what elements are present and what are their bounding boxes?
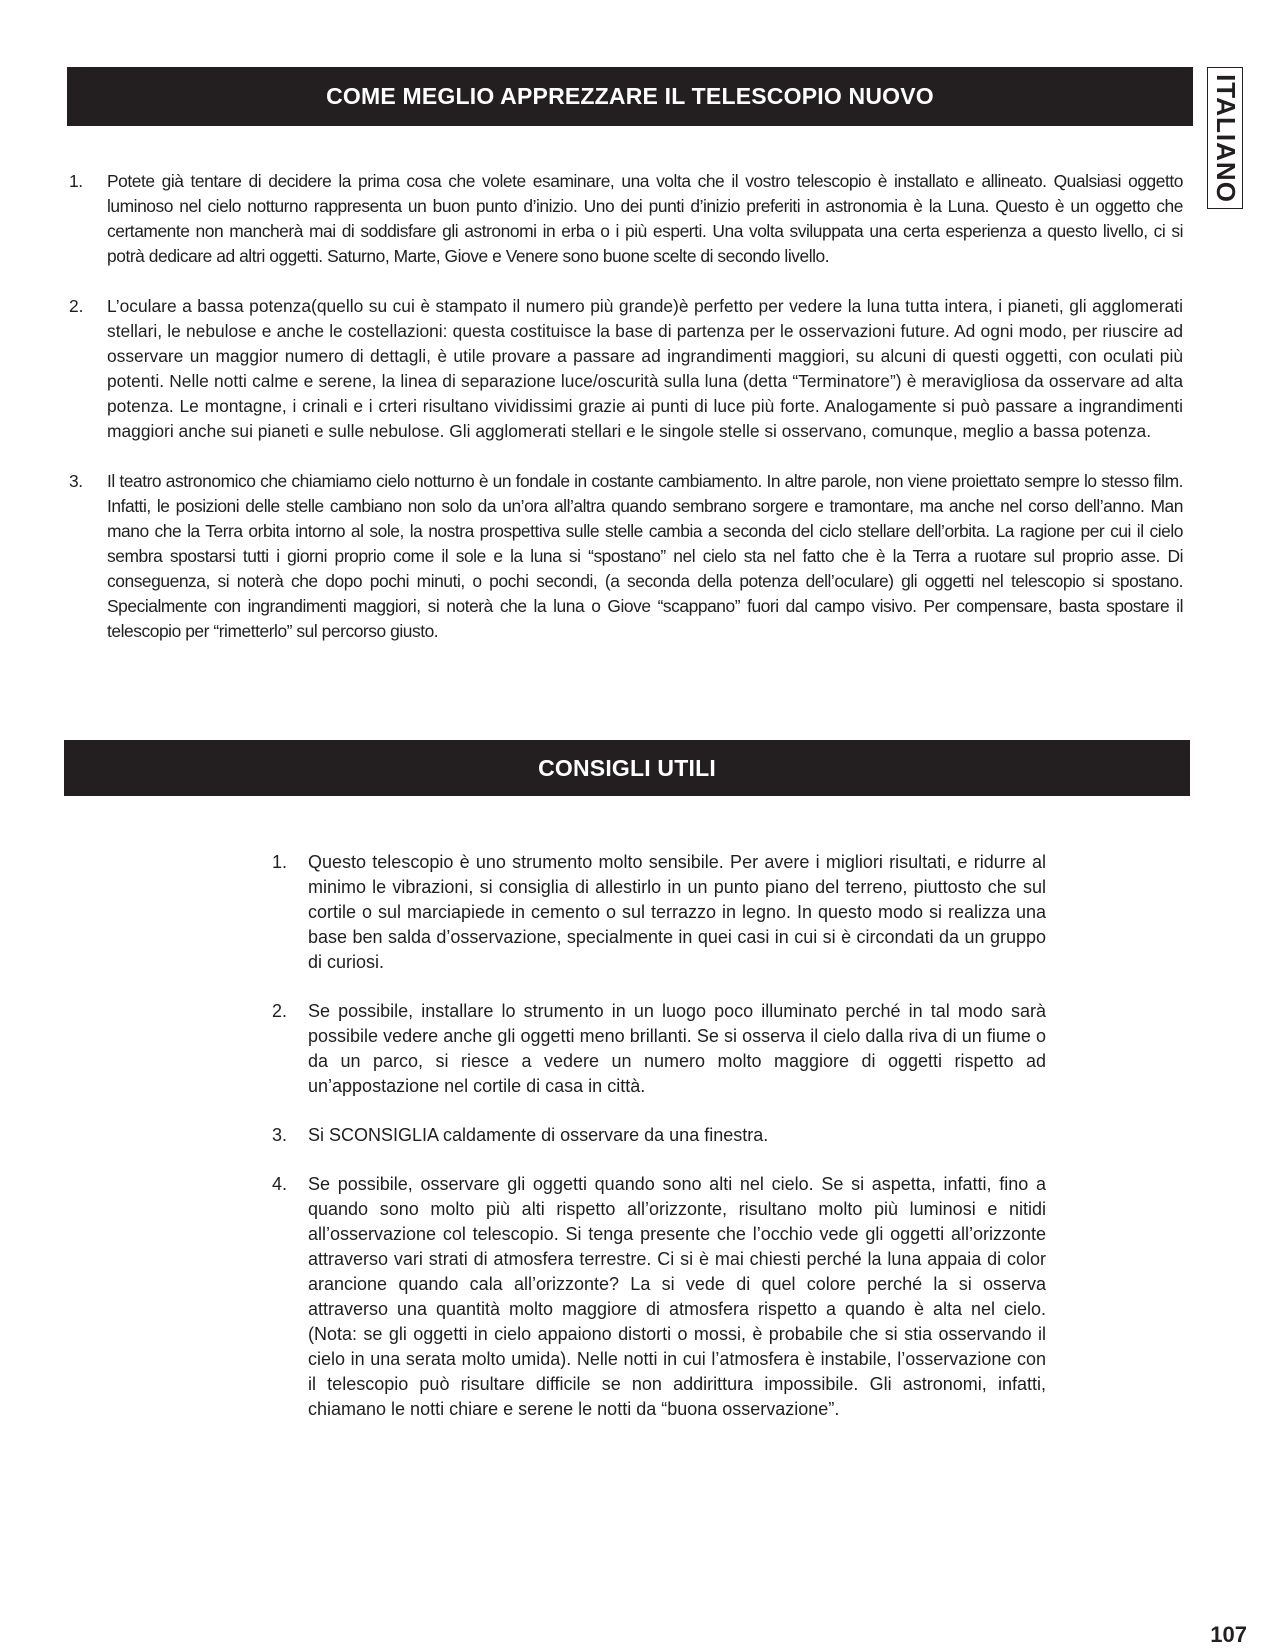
list-item-text: Il teatro astronomico che chiamiamo cielo notturno è un fondale in costante cambiamento. In altre parole, non viene proiettato sempre lo stesso film. Infatti, le posizioni delle stelle cambiano non solo da un’ora all’altra quando sembrano sorgere e tramontare, ma anche nel corso dell’anno. Man mano che la Terra orbita intorno al sole, la nostra prospettiva sulle stelle cambia a seconda del ciclo stellare dell’orbita. La ragione per cui il cielo sembra spostarsi tutti i giorni proprio come il sole e la luna si “spostano” nel cielo sta nel fatto che è la Terra a ruotare sul proprio asse. Di conseguenza, si noterà che dopo pochi minuti, o pochi secondi, (a seconda della potenza dell’oculare) gli oggetti nel telescopio si spostano. Specialmente con ingrandimenti maggiori, si noterà che la luna o Giove “scappano” fuori dal campo visivo. Per compensare, basta spostare il telescopio per “rimetterlo” sul percorso giusto. [107, 471, 1183, 641]
list-item-number: 3. [69, 471, 83, 491]
list-item-text: Se possibile, osservare gli oggetti quando sono alti nel cielo. Se si aspetta, infatti, fino a quando sono molto più alti rispetto all’orizzonte, risultano molto più luminosi e nitidi all’osservazione col telescopio. Si tenga presente che l’occhio vede gli oggetti all’orizzonte attraverso vari strati di atmosfera terrestre. Ci si è mai chiesti perché la luna appaia di color arancione quando cala all’orizzonte? La si vede di quel colore perché la si osserva attraverso una quantità molto maggiore di atmosfera rispetto a quando è alta nel cielo. (Nota: se gli oggetti in cielo appaiono distorti o mossi, è probabile che si stia osservando il cielo in una serata molto umida). Nelle notti in cui l’atmosfera è instabile, l’osservazione con il telescopio può risultare difficile se non addirittura impossibile. Gli astronomi, infatti, chiamano le notti chiare e serene le notti da “buona osservazione”. [308, 1174, 1046, 1419]
section-title-bar [67, 67, 1193, 126]
language-tab-label: ITALIANO [1210, 73, 1241, 203]
useful-tips-list [272, 850, 1046, 1446]
list-item-text: Si SCONSIGLIA caldamente di osservare da una finestra. [308, 1125, 769, 1145]
list-item [272, 1123, 1046, 1148]
list-item-number: 4. [272, 1174, 288, 1194]
list-item-text: Questo telescopio è uno strumento molto sensibile. Per avere i migliori risultati, e ridurre al minimo le vibrazioni, si consiglia di allestirlo in un punto piano del terreno, piuttosto che sul cortile o sul marciapiede in cemento o sul terrazzo in legno. In questo modo si realizza una base ben salda d’osservazione, specialmente in quei casi in cui si è circondati da un gruppo di curiosi. [308, 852, 1046, 972]
list-item-text: Se possibile, installare lo strumento in un luogo poco illuminato perché in tal modo sarà possibile vedere anche gli oggetti meno brillanti. Se si osserva il cielo dalla riva di un fiume o da un parco, si riesce a vedere un numero molto maggiore di oggetti rispetto ad un’appostazione nel cortile di casa in città. [308, 1001, 1046, 1096]
list-item-number: 1. [69, 171, 83, 191]
list-item [69, 294, 1183, 444]
section-title: COME MEGLIO APPREZZARE IL TELESCOPIO NUOVO [326, 83, 934, 109]
list-item-number: 3. [272, 1125, 288, 1145]
telescope-tips-list [69, 169, 1183, 669]
list-item-number: 2. [69, 296, 84, 316]
language-tab [1207, 67, 1243, 209]
list-item-text: L’oculare a bassa potenza(quello su cui è stampato il numero più grande)è perfetto per vedere la luna tutta intera, i pianeti, gli agglomerati stellari, le nebulose e anche le costellazioni: questa costituisce la base di partenza per le osservazioni future. Ad ogni modo, per riuscire ad osservare un maggior numero di dettagli, è utile provare a passare ad ingrandimenti maggiori, su alcuni di questi oggetti, con oculati più potenti. Nelle notti calme e serene, la linea di separazione luce/oscurità sulla luna (detta “Terminatore”) è meravigliosa da osservare ad alta potenza. Le montagne, i crinali e i crteri risultano vividissimi grazie ai punti di luce più forte. Analogamente si può passare a ingrandimenti maggiori anche sui pianeti e sulle nebulose. Gli agglomerati stellari e le singole stelle si osservano, comunque, meglio a bassa potenza. [107, 296, 1183, 441]
list-item-text: Potete già tentare di decidere la prima cosa che volete esaminare, una volta che il vostro telescopio è installato e allineato. Qualsiasi oggetto luminoso nel cielo notturno rappresenta un buon punto d’inizio. Uno dei punti d’inizio preferiti in astronomia è la Luna. Questo è un oggetto che certamente non mancherà mai di soddisfare gli astronomi in erba o i più esperti. Una volta sviluppata una certa esperienza a questo livello, ci si potrà dedicare ad altri oggetti. Saturno, Marte, Giove e Venere sono buone scelte di secondo livello. [107, 171, 1183, 266]
list-item [272, 850, 1046, 975]
list-item [272, 1172, 1046, 1422]
list-item [69, 169, 1183, 269]
section-title: CONSIGLI UTILI [538, 754, 716, 781]
list-item [272, 999, 1046, 1099]
list-item-number: 1. [272, 852, 288, 872]
list-item [69, 469, 1183, 644]
page-number: 107 [1210, 1622, 1247, 1647]
list-item-number: 2. [272, 1001, 288, 1021]
section-title-bar [64, 740, 1190, 796]
